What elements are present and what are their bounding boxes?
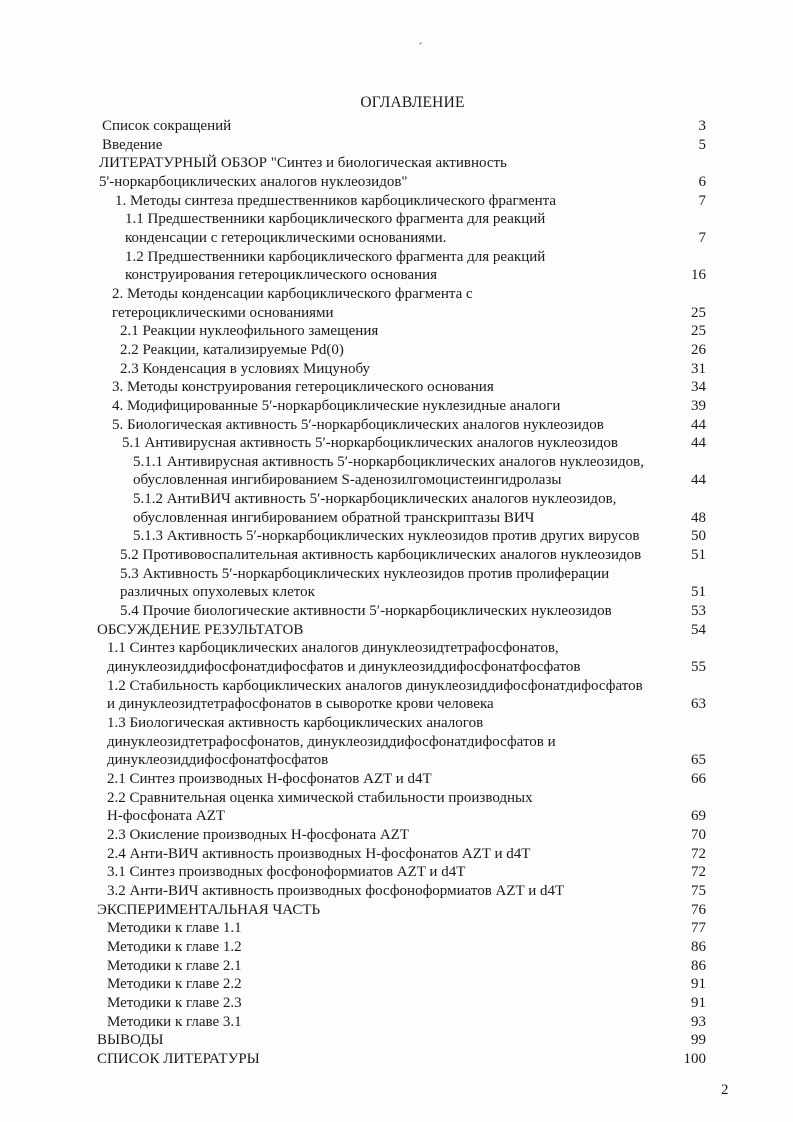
toc-entry (0, 919, 793, 938)
toc-entry-page: 99 (691, 1032, 706, 1049)
toc-entry (0, 677, 793, 714)
toc-entry-text: Методики к главе 1.2 (107, 938, 242, 955)
toc-title: ОГЛАВЛЕНИЕ (360, 94, 465, 111)
toc-entry-page: 72 (691, 864, 706, 881)
toc-entry-page: 75 (691, 882, 706, 899)
toc-entry (0, 826, 793, 845)
toc-entry-text: 4. Модифицированные 5′-норкарбоциклические нуклезидные аналоги (112, 397, 561, 414)
toc-entry-page: 44 (691, 416, 706, 433)
toc-entry (0, 490, 793, 527)
toc-entry-page: 39 (691, 397, 706, 414)
toc-entry-text: 1.2 Стабильность карбоциклических аналогов динуклеозиддифосфонатдифосфатов (107, 677, 643, 694)
toc-entry (0, 285, 793, 322)
toc-entry-page: 48 (691, 509, 706, 526)
toc-entry-page: 55 (691, 659, 706, 676)
toc-entry-page: 76 (691, 901, 706, 918)
toc-entry-text: 2.3 Конденсация в условиях Мицунобу (120, 360, 371, 377)
toc-entry (0, 1031, 793, 1050)
toc-entry-text: 3. Методы конструирования гетероциклического основания (112, 379, 494, 396)
toc-entry-text: 5.4 Прочие биологические активности 5′-норкарбоциклических нуклеозидов (120, 603, 612, 620)
toc-entry (0, 639, 793, 676)
toc-entry (0, 397, 793, 416)
toc-entry (0, 378, 793, 397)
toc-entry (0, 621, 793, 640)
toc-entry-text: 1.2 Предшественники карбоциклического фрагмента для реакций (125, 248, 546, 265)
toc-entry-text: 1. Методы синтеза предшественников карбоциклического фрагмента (115, 192, 557, 209)
toc-entry-text: обусловленная ингибированием S-аденозилгомоцистеингидролазы (133, 472, 562, 489)
toc-entry-page: 26 (691, 341, 706, 358)
toc-entry-text: динуклеозидтетрафосфонатов, динуклеозиддифосфонатдифосфатов и (107, 733, 556, 750)
toc-entry-text: Методики к главе 2.1 (107, 957, 242, 974)
toc-entry-text: и динуклеозидтетрафосфонатов в сыворотке крови человека (107, 696, 494, 713)
toc-entry-page: 72 (691, 845, 706, 862)
toc-entry-text: 5.1.2 АнтиВИЧ активность 5′-норкарбоциклических аналогов нуклеозидов, (133, 491, 617, 508)
toc-entry-text: 5.3 Активность 5′-норкарбоциклических нуклеозидов против пролиферации (120, 565, 610, 582)
toc-entry-text: Введение (102, 136, 163, 153)
toc-entry-text: 2.1 Реакции нуклеофильного замещения (120, 323, 379, 340)
toc-entry (0, 136, 793, 155)
toc-entry-text: 2.3 Окисление производных H-фосфоната AZT (107, 826, 410, 843)
toc-entry-page: 69 (691, 808, 706, 825)
toc-entry (0, 453, 793, 490)
toc-entry-text: ЭКСПЕРИМЕНТАЛЬНАЯ ЧАСТЬ (97, 901, 321, 918)
toc-entry-text: 1.1 Предшественники карбоциклического фрагмента для реакций (125, 211, 546, 228)
toc-entry-page: 77 (691, 920, 706, 937)
toc-entry-text: Список сокращений (102, 118, 232, 134)
toc-entry (0, 789, 793, 826)
toc-entry-page: 50 (691, 528, 706, 545)
toc-entry (0, 882, 793, 901)
toc-entry-text: 1.1 Синтез карбоциклических аналогов динуклеозидтетрафосфонатов, (107, 640, 559, 657)
toc-entry-text: Методики к главе 3.1 (107, 1013, 242, 1030)
toc-entry (0, 602, 793, 621)
toc-entry-page: 3 (698, 118, 706, 134)
toc-entry-page: 25 (691, 304, 706, 321)
toc-entry-text: Методики к главе 2.3 (107, 994, 242, 1011)
toc-entry-page: 91 (691, 994, 706, 1011)
toc-entry-text: динуклеозиддифосфонатдифосфатов и динуклеозиддифосфонатфосфатов (107, 659, 581, 676)
toc-entry-text: ОБСУЖДЕНИЕ РЕЗУЛЬТАТОВ (97, 621, 304, 638)
toc-entry-text: СПИСОК ЛИТЕРАТУРЫ (97, 1050, 260, 1067)
toc-entry (0, 360, 793, 379)
toc-entry-page: 44 (691, 435, 706, 452)
toc-entry (0, 416, 793, 435)
toc-entry-text: 5. Биологическая активность 5′-норкарбоциклических аналогов нуклеозидов (112, 416, 604, 433)
toc-entry (0, 957, 793, 976)
toc-entry (0, 994, 793, 1013)
toc-entry-text: конденсации с гетероциклическими основаниями. (125, 229, 447, 246)
toc-entry-page: 51 (691, 547, 706, 564)
toc-entry-page: 53 (691, 603, 706, 620)
toc-entry-page: 51 (691, 584, 706, 601)
toc-entry-text: 2. Методы конденсации карбоциклического фрагмента с (112, 285, 473, 302)
toc-entry-text: 5.2 Противовоспалительная активность карбоциклических аналогов нуклеозидов (120, 547, 642, 564)
toc-entry (0, 248, 793, 285)
toc-entry (0, 210, 793, 247)
toc-entry-text: различных опухолевых клеток (120, 584, 315, 601)
scan-speck (419, 42, 422, 44)
toc-entry (0, 434, 793, 453)
toc-entry (0, 527, 793, 546)
toc-entry-text: гетероциклическими основаниями (112, 304, 334, 321)
toc-entry-text: H-фосфоната AZT (107, 808, 226, 825)
toc-entry-page: 25 (691, 323, 706, 340)
toc-entry-text: 1.3 Биологическая активность карбоциклических аналогов (107, 715, 484, 731)
toc-entry-page: 91 (691, 976, 706, 993)
toc-entry-page: 63 (691, 696, 706, 713)
toc-entry-page: 65 (691, 752, 706, 769)
toc-entry-text: Методики к главе 1.1 (107, 920, 242, 937)
toc-entry (0, 938, 793, 957)
toc-entry-text: 3.2 Анти-ВИЧ активность производных фосфоноформиатов AZT и d4T (107, 882, 565, 899)
toc-entry-page: 93 (691, 1013, 706, 1030)
toc-entry (0, 975, 793, 994)
toc-entry-text: 5.1 Антивирусная активность 5′-норкарбоциклических аналогов нуклеозидов (122, 435, 618, 452)
table-of-contents (0, 117, 793, 1068)
toc-entry-page: 16 (691, 267, 706, 284)
toc-entry-page: 34 (691, 379, 706, 396)
toc-entry-text: обусловленная ингибированием обратной транскриптазы ВИЧ (133, 509, 535, 526)
toc-entry-text: 3.1 Синтез производных фосфоноформиатов AZT и d4T (107, 864, 466, 881)
toc-entry-text: 2.2 Реакции, катализируемые Pd(0) (120, 341, 344, 358)
toc-entry-text: 2.2 Сравнительная оценка химической стабильности производных (107, 789, 533, 806)
toc-entry-page: 100 (683, 1050, 706, 1067)
toc-entry (0, 714, 793, 770)
toc-entry (0, 845, 793, 864)
toc-entry-page: 6 (698, 173, 706, 190)
toc-entry (0, 341, 793, 360)
toc-entry-text: 5.1.1 Антивирусная активность 5′-норкарбоциклических аналогов нуклеозидов, (133, 453, 644, 470)
toc-entry-text: ВЫВОДЫ (97, 1032, 164, 1049)
toc-entry-page: 7 (698, 192, 706, 209)
toc-entry-page: 7 (698, 229, 706, 246)
toc-entry-text: ЛИТЕРАТУРНЫЙ ОБЗОР "Синтез и биологическая активность (99, 155, 507, 172)
toc-entry-text: 5'-норкарбоциклических аналогов нуклеозидов" (99, 173, 408, 190)
toc-entry (0, 117, 793, 136)
toc-entry (0, 1050, 793, 1069)
toc-entry (0, 192, 793, 211)
page-number: 2 (721, 1082, 729, 1098)
toc-entry (0, 154, 793, 191)
toc-entry-text: 2.1 Синтез производных H-фосфонатов AZT и d4T (107, 770, 432, 787)
toc-entry (0, 901, 793, 920)
toc-entry (0, 546, 793, 565)
toc-entry-text: конструирования гетероциклического основания (125, 267, 438, 284)
toc-entry-page: 70 (691, 826, 706, 843)
toc-entry-page: 66 (691, 770, 706, 787)
toc-entry-page: 31 (691, 360, 706, 377)
toc-entry-page: 86 (691, 938, 706, 955)
toc-entry-text: 5.1.3 Активность 5′-норкарбоциклических нуклеозидов против других вирусов (133, 528, 640, 545)
toc-entry-text: Методики к главе 2.2 (107, 976, 242, 993)
toc-entry (0, 1013, 793, 1032)
toc-entry-text: 2.4 Анти-ВИЧ активность производных H-фосфонатов AZT и d4T (107, 845, 531, 862)
toc-entry-page: 54 (691, 621, 706, 638)
toc-entry (0, 863, 793, 882)
toc-entry (0, 322, 793, 341)
toc-entry (0, 565, 793, 602)
toc-entry-text: динуклеозиддифосфонатфосфатов (107, 752, 329, 769)
toc-entry-page: 44 (691, 472, 706, 489)
toc-entry (0, 770, 793, 789)
toc-entry-page: 5 (698, 136, 706, 153)
toc-entry-page: 86 (691, 957, 706, 974)
